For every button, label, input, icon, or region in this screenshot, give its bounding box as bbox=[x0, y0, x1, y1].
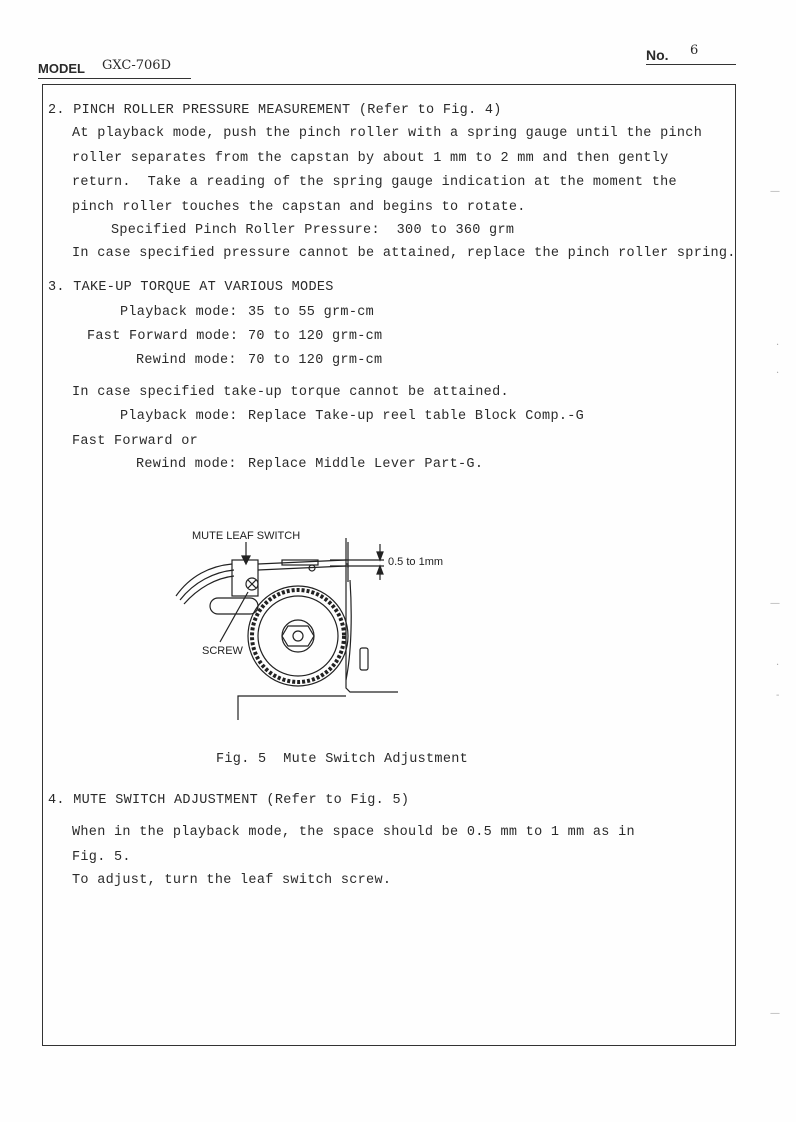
section-4-line: Fig. 5. bbox=[72, 850, 131, 865]
section-4-heading: 4. MUTE SWITCH ADJUSTMENT (Refer to Fig. 5) bbox=[48, 793, 410, 808]
replace-mode: Playback mode: bbox=[120, 409, 238, 424]
torque-note: In case specified take-up torque cannot be attained. bbox=[72, 385, 509, 400]
scan-mark: — bbox=[770, 1008, 780, 1019]
specified-pressure: Specified Pinch Roller Pressure: 300 to 360 grm bbox=[111, 223, 515, 238]
section-2-line: return. Take a reading of the spring gauge indication at the moment the bbox=[72, 175, 677, 190]
torque-mode: Playback mode: bbox=[120, 305, 238, 320]
replace-action: Replace Middle Lever Part-G. bbox=[248, 457, 484, 472]
page-number-value: 6 bbox=[690, 43, 699, 58]
section-2-line: roller separates from the capstan by about 1 mm to 2 mm and then gently bbox=[72, 151, 669, 166]
torque-value: 70 to 120 grm-cm bbox=[248, 329, 383, 344]
scan-mark: · bbox=[776, 660, 780, 671]
replace-mode: Rewind mode: bbox=[136, 457, 237, 472]
figure-caption: Fig. 5 Mute Switch Adjustment bbox=[216, 752, 469, 767]
page-number-header bbox=[646, 44, 736, 65]
torque-value: 35 to 55 grm-cm bbox=[248, 305, 375, 320]
replace-action: Replace Take-up reel table Block Comp.-G bbox=[248, 409, 585, 424]
torque-mode: Rewind mode: bbox=[136, 353, 237, 368]
page-number-label: No. bbox=[646, 47, 669, 63]
section-4-line: When in the playback mode, the space should be 0.5 mm to 1 mm as in bbox=[72, 825, 635, 840]
model-label: MODEL bbox=[38, 61, 85, 76]
scan-mark: · bbox=[776, 340, 780, 351]
scan-mark: — bbox=[770, 598, 780, 609]
section-4-line: To adjust, turn the leaf switch screw. bbox=[72, 873, 392, 888]
section-2-line: In case specified pressure cannot be attained, replace the pinch roller spring. bbox=[72, 246, 736, 261]
mute-leaf-switch-label: MUTE LEAF SWITCH bbox=[192, 530, 301, 542]
section-3-heading: 3. TAKE-UP TORQUE AT VARIOUS MODES bbox=[48, 280, 334, 295]
torque-mode: Fast Forward mode: bbox=[87, 329, 239, 344]
model-value: GXC-706D bbox=[102, 58, 171, 73]
scan-mark: - bbox=[776, 690, 780, 701]
mute-switch-figure bbox=[170, 520, 470, 730]
section-2-heading: 2. PINCH ROLLER PRESSURE MEASUREMENT (Refer to Fig. 4) bbox=[48, 103, 502, 118]
model-header bbox=[38, 58, 191, 79]
screw-label: SCREW bbox=[202, 645, 243, 657]
torque-value: 70 to 120 grm-cm bbox=[248, 353, 383, 368]
replace-mode: Fast Forward or bbox=[72, 434, 199, 449]
section-2-line: At playback mode, push the pinch roller with a spring gauge until the pinch bbox=[72, 126, 703, 141]
scan-mark: · bbox=[776, 368, 780, 379]
gap-label: 0.5 to 1mm bbox=[388, 556, 444, 568]
scan-mark: — bbox=[770, 186, 780, 197]
section-2-line: pinch roller touches the capstan and begins to rotate. bbox=[72, 200, 526, 215]
